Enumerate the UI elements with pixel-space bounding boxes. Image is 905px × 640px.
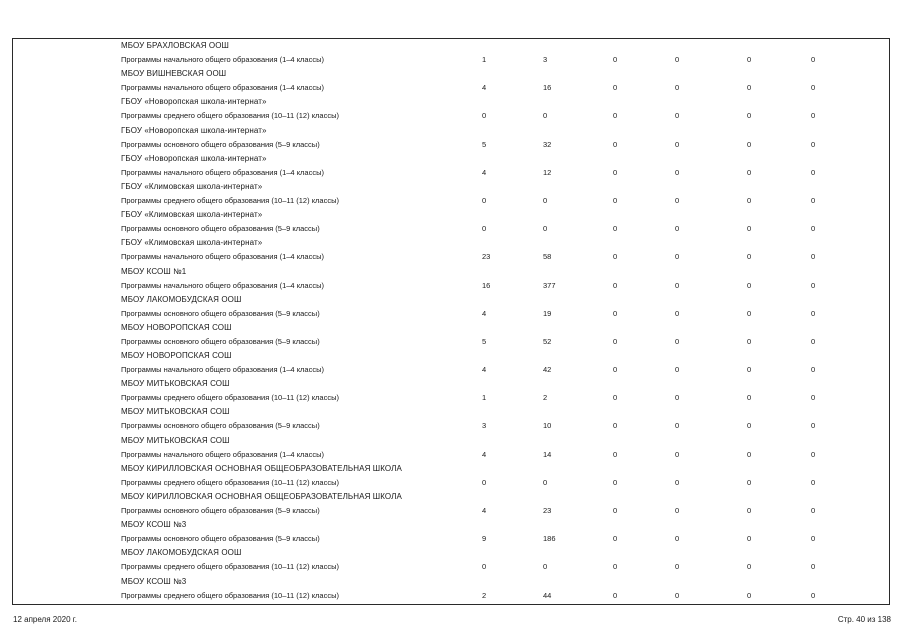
value-cell-1: 1 — [482, 393, 487, 403]
value-cell-6: 0 — [811, 365, 816, 375]
value-cell-6: 0 — [811, 83, 816, 93]
value-cell-3: 0 — [613, 139, 618, 149]
value-cell-3: 0 — [613, 506, 618, 515]
value-cell-3: 0 — [613, 195, 618, 205]
value-cell-1: 0 — [482, 477, 487, 487]
school-name: МБОУ МИТЬКОВСКАЯ СОШ — [121, 435, 230, 445]
value-cell-1: 5 — [482, 139, 487, 149]
value-cell-4: 0 — [675, 365, 680, 375]
value-cell-6: 0 — [811, 393, 816, 403]
program-name: Программы основного общего образования (5–9 классы) — [121, 421, 320, 431]
value-cell-1: 0 — [482, 224, 487, 234]
program-name: Программы начального общего образования (1–4 классы) — [121, 449, 324, 459]
value-cell-4: 0 — [675, 195, 680, 205]
value-cell-3: 0 — [613, 280, 618, 290]
value-cell-5: 0 — [747, 365, 752, 375]
value-cell-2: 0 — [543, 562, 548, 572]
table-row — [0, 548, 905, 576]
value-cell-1: 0 — [482, 111, 487, 121]
value-cell-6: 0 — [811, 421, 816, 431]
value-cell-3: 0 — [613, 393, 618, 403]
table-row — [0, 407, 905, 435]
footer-page-number: Стр. 40 из 138 — [837, 615, 891, 624]
program-name: Программы среднего общего образования (10–11 (12) классы) — [121, 111, 339, 121]
value-cell-1: 1 — [482, 55, 487, 64]
program-name: Программы начального общего образования (1–4 классы) — [121, 252, 324, 262]
school-name: МБОУ НОВОРОПСКАЯ СОШ — [121, 351, 232, 361]
program-name: Программы начального общего образования (1–4 классы) — [121, 167, 324, 177]
school-name: МБОУ МИТЬКОВСКАЯ СОШ — [121, 379, 230, 389]
table-row — [0, 41, 905, 69]
value-cell-4: 0 — [675, 224, 680, 234]
value-cell-3: 0 — [613, 252, 618, 262]
school-name: МБОУ КСОШ №3 — [121, 576, 187, 586]
program-name: Программы начального общего образования (1–4 классы) — [121, 83, 324, 93]
table-row — [0, 182, 905, 210]
school-name: ГБОУ «Новоропская школа-интернат» — [121, 153, 267, 163]
value-cell-4: 0 — [675, 449, 680, 459]
value-cell-2: 0 — [543, 477, 548, 487]
value-cell-3: 0 — [613, 308, 618, 318]
program-name: Программы начального общего образования (1–4 классы) — [121, 365, 324, 375]
value-cell-6: 0 — [811, 590, 816, 600]
table-row — [0, 323, 905, 351]
program-name: Программы среднего общего образования (10–11 (12) классы) — [121, 195, 339, 205]
value-cell-4: 0 — [675, 477, 680, 487]
school-name: МБОУ ЛАКОМОБУДСКАЯ ООШ — [121, 294, 242, 304]
value-cell-5: 0 — [747, 590, 752, 600]
value-cell-5: 0 — [747, 252, 752, 262]
value-cell-4: 0 — [675, 393, 680, 403]
value-cell-1: 23 — [482, 252, 491, 262]
value-cell-5: 0 — [747, 393, 752, 403]
program-name: Программы основного общего образования (5–9 классы) — [121, 308, 320, 318]
value-cell-6: 0 — [811, 167, 816, 177]
table-row — [0, 351, 905, 379]
value-cell-4: 0 — [675, 83, 680, 93]
value-cell-4: 0 — [675, 590, 680, 600]
value-cell-2: 14 — [543, 449, 552, 459]
value-cell-3: 0 — [613, 365, 618, 375]
value-cell-3: 0 — [613, 224, 618, 234]
value-cell-2: 186 — [543, 534, 556, 544]
value-cell-3: 0 — [613, 55, 618, 64]
value-cell-2: 10 — [543, 421, 552, 431]
school-name: МБОУ КСОШ №1 — [121, 266, 187, 276]
value-cell-1: 0 — [482, 562, 487, 572]
school-name: МБОУ КИРИЛЛОВСКАЯ ОСНОВНАЯ ОБЩЕОБРАЗОВАТЕЛЬНАЯ ШКОЛА — [121, 463, 402, 473]
value-cell-3: 0 — [613, 111, 618, 121]
table-row — [0, 295, 905, 323]
program-name: Программы начального общего образования (1–4 классы) — [121, 280, 324, 290]
footer-date: 12 апреля 2020 г. — [13, 615, 77, 624]
value-cell-3: 0 — [613, 477, 618, 487]
value-cell-3: 0 — [613, 590, 618, 600]
table-row — [0, 492, 905, 520]
value-cell-5: 0 — [747, 477, 752, 487]
school-name: ГБОУ «Климовская школа-интернат» — [121, 210, 263, 220]
school-name: МБОУ БРАХЛОВСКАЯ ООШ — [121, 41, 229, 50]
value-cell-5: 0 — [747, 167, 752, 177]
value-cell-5: 0 — [747, 308, 752, 318]
value-cell-4: 0 — [675, 336, 680, 346]
value-cell-5: 0 — [747, 280, 752, 290]
value-cell-4: 0 — [675, 534, 680, 544]
school-name: МБОУ КСОШ №3 — [121, 520, 187, 530]
value-cell-1: 4 — [482, 83, 487, 93]
value-cell-3: 0 — [613, 336, 618, 346]
value-cell-6: 0 — [811, 308, 816, 318]
value-cell-2: 23 — [543, 506, 552, 515]
value-cell-5: 0 — [747, 336, 752, 346]
table-row — [0, 520, 905, 548]
program-name: Программы основного общего образования (5–9 классы) — [121, 224, 320, 234]
value-cell-5: 0 — [747, 195, 752, 205]
value-cell-6: 0 — [811, 55, 816, 64]
value-cell-2: 12 — [543, 167, 552, 177]
program-name: Программы среднего общего образования (10–11 (12) классы) — [121, 590, 339, 600]
table-row — [0, 267, 905, 295]
value-cell-1: 5 — [482, 336, 487, 346]
school-name: МБОУ ЛАКОМОБУДСКАЯ ООШ — [121, 548, 242, 558]
school-name: МБОУ ВИШНЕВСКАЯ ООШ — [121, 69, 227, 79]
program-name: Программы среднего общего образования (10–11 (12) классы) — [121, 393, 339, 403]
value-cell-2: 3 — [543, 55, 548, 64]
value-cell-6: 0 — [811, 477, 816, 487]
value-cell-6: 0 — [811, 224, 816, 234]
program-name: Программы среднего общего образования (10–11 (12) классы) — [121, 562, 339, 572]
value-cell-1: 4 — [482, 365, 487, 375]
value-cell-4: 0 — [675, 252, 680, 262]
value-cell-2: 0 — [543, 195, 548, 205]
program-name: Программы основного общего образования (5–9 классы) — [121, 534, 320, 544]
value-cell-6: 0 — [811, 449, 816, 459]
value-cell-6: 0 — [811, 336, 816, 346]
report-table — [0, 41, 905, 605]
value-cell-1: 16 — [482, 280, 491, 290]
table-row — [0, 126, 905, 154]
table-row — [0, 464, 905, 492]
value-cell-2: 0 — [543, 111, 548, 121]
table-row — [0, 436, 905, 464]
value-cell-3: 0 — [613, 449, 618, 459]
value-cell-2: 44 — [543, 590, 552, 600]
value-cell-1: 4 — [482, 449, 487, 459]
value-cell-2: 377 — [543, 280, 556, 290]
value-cell-4: 0 — [675, 111, 680, 121]
program-name: Программы основного общего образования (5–9 классы) — [121, 506, 320, 515]
school-name: ГБОУ «Климовская школа-интернат» — [121, 238, 263, 248]
school-name: ГБОУ «Новоропская школа-интернат» — [121, 97, 267, 107]
value-cell-2: 2 — [543, 393, 548, 403]
value-cell-4: 0 — [675, 280, 680, 290]
value-cell-2: 16 — [543, 83, 552, 93]
value-cell-5: 0 — [747, 139, 752, 149]
value-cell-4: 0 — [675, 506, 680, 515]
value-cell-6: 0 — [811, 506, 816, 515]
value-cell-5: 0 — [747, 224, 752, 234]
value-cell-2: 58 — [543, 252, 552, 262]
value-cell-5: 0 — [747, 83, 752, 93]
table-row — [0, 154, 905, 182]
value-cell-4: 0 — [675, 308, 680, 318]
value-cell-5: 0 — [747, 55, 752, 64]
value-cell-2: 19 — [543, 308, 552, 318]
value-cell-4: 0 — [675, 139, 680, 149]
value-cell-1: 4 — [482, 167, 487, 177]
value-cell-6: 0 — [811, 252, 816, 262]
value-cell-4: 0 — [675, 421, 680, 431]
school-name: МБОУ НОВОРОПСКАЯ СОШ — [121, 322, 232, 332]
value-cell-6: 0 — [811, 534, 816, 544]
value-cell-1: 2 — [482, 590, 487, 600]
table-row — [0, 577, 905, 605]
table-row — [0, 69, 905, 97]
school-name: МБОУ КИРИЛЛОВСКАЯ ОСНОВНАЯ ОБЩЕОБРАЗОВАТЕЛЬНАЯ ШКОЛА — [121, 492, 402, 501]
value-cell-2: 0 — [543, 224, 548, 234]
value-cell-3: 0 — [613, 562, 618, 572]
school-name: МБОУ МИТЬКОВСКАЯ СОШ — [121, 407, 230, 417]
table-row — [0, 97, 905, 125]
value-cell-5: 0 — [747, 534, 752, 544]
value-cell-2: 42 — [543, 365, 552, 375]
table-row — [0, 210, 905, 238]
value-cell-5: 0 — [747, 506, 752, 515]
value-cell-4: 0 — [675, 167, 680, 177]
value-cell-1: 0 — [482, 195, 487, 205]
value-cell-5: 0 — [747, 562, 752, 572]
value-cell-3: 0 — [613, 421, 618, 431]
school-name: ГБОУ «Новоропская школа-интернат» — [121, 125, 267, 135]
value-cell-5: 0 — [747, 421, 752, 431]
value-cell-1: 4 — [482, 308, 487, 318]
value-cell-1: 9 — [482, 534, 487, 544]
program-name: Программы начального общего образования (1–4 классы) — [121, 55, 324, 64]
table-row — [0, 379, 905, 407]
value-cell-6: 0 — [811, 111, 816, 121]
value-cell-3: 0 — [613, 83, 618, 93]
school-name: ГБОУ «Климовская школа-интернат» — [121, 181, 263, 191]
value-cell-3: 0 — [613, 167, 618, 177]
value-cell-6: 0 — [811, 139, 816, 149]
value-cell-4: 0 — [675, 55, 680, 64]
value-cell-6: 0 — [811, 562, 816, 572]
table-row — [0, 238, 905, 266]
value-cell-2: 52 — [543, 336, 552, 346]
program-name: Программы среднего общего образования (10–11 (12) классы) — [121, 477, 339, 487]
value-cell-6: 0 — [811, 195, 816, 205]
value-cell-6: 0 — [811, 280, 816, 290]
value-cell-5: 0 — [747, 111, 752, 121]
value-cell-4: 0 — [675, 562, 680, 572]
program-name: Программы основного общего образования (5–9 классы) — [121, 336, 320, 346]
value-cell-2: 32 — [543, 139, 552, 149]
value-cell-3: 0 — [613, 534, 618, 544]
value-cell-1: 4 — [482, 506, 487, 515]
value-cell-1: 3 — [482, 421, 487, 431]
program-name: Программы основного общего образования (5–9 классы) — [121, 139, 320, 149]
value-cell-5: 0 — [747, 449, 752, 459]
